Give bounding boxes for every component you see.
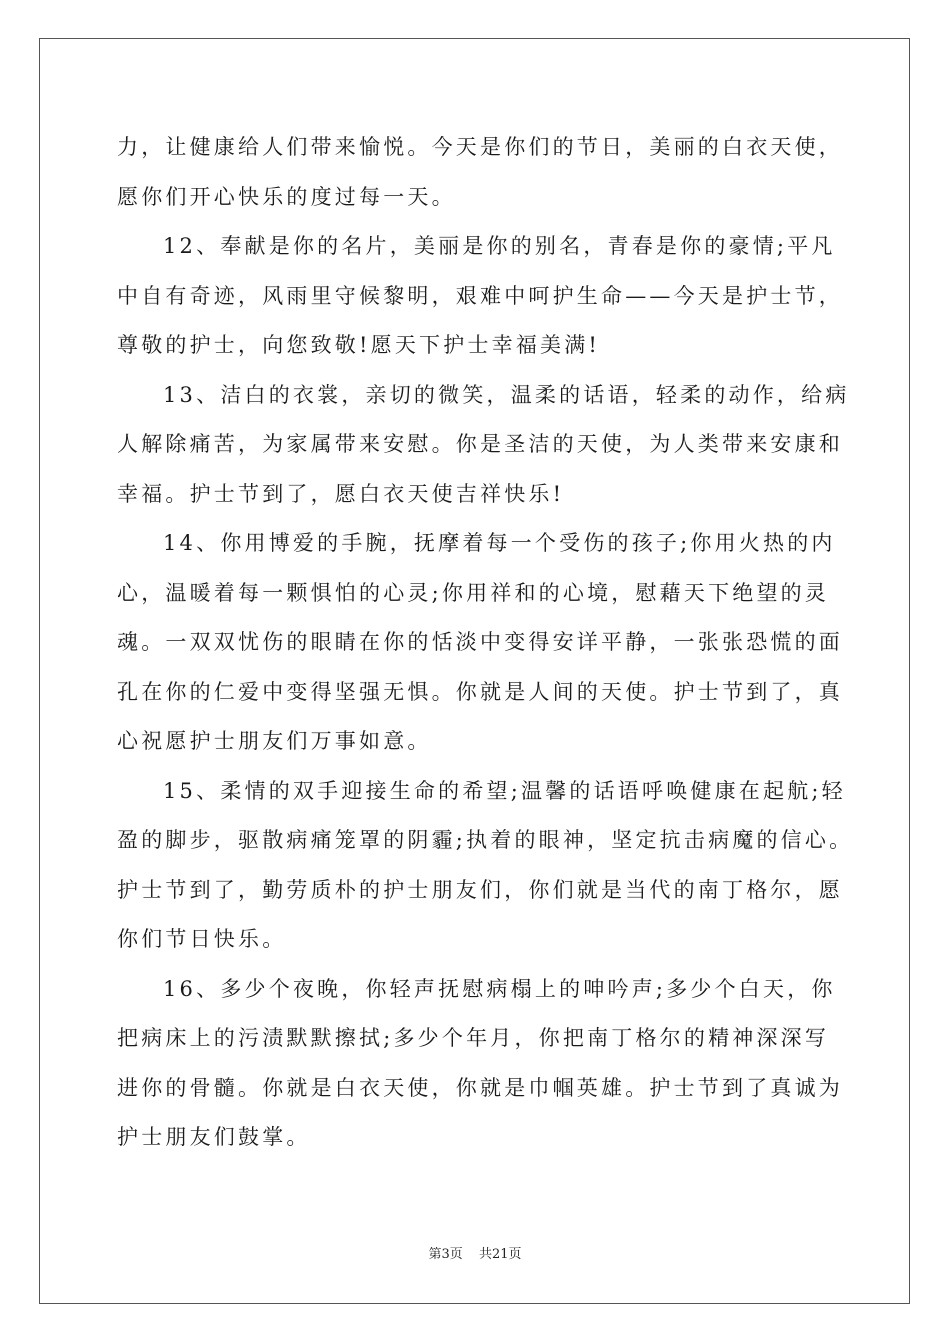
text-line: 心，温暖着每一颗惧怕的心灵;你用祥和的心境，慰藉天下绝望的灵 bbox=[117, 580, 830, 605]
text-line: 孔在你的仁爱中变得坚强无惧。你就是人间的天使。护士节到了，真 bbox=[117, 679, 843, 704]
text-line: 护士节到了，勤劳质朴的护士朋友们，你们就是当代的南丁格尔，愿 bbox=[117, 877, 843, 902]
page-number: 第3页 bbox=[428, 1247, 463, 1262]
text-line: 人解除痛苦，为家属带来安慰。你是圣洁的天使，为人类带来安康和 bbox=[117, 432, 843, 456]
text-line: 12、奉献是你的名片，美丽是你的别名，青春是你的豪情;平凡 bbox=[163, 234, 836, 258]
text-line: 你们节日快乐。 bbox=[117, 927, 287, 951]
page-total: 共21页 bbox=[478, 1247, 522, 1262]
text-line: 进你的骨髓。你就是白衣天使，你就是巾帼英雄。护士节到了真诚为 bbox=[117, 1075, 843, 1100]
text-line: 力，让健康给人们带来愉悦。今天是你们的节日，美丽的白衣天使， bbox=[117, 135, 843, 159]
text-line: 幸福。护士节到了，愿白衣天使吉祥快乐! bbox=[117, 481, 565, 506]
text-line: 魂。一双双忧伤的眼睛在你的恬淡中变得安详平静，一张张恐慌的面 bbox=[117, 630, 843, 654]
text-line: 心祝愿护士朋友们万事如意。 bbox=[117, 729, 432, 753]
text-line: 中自有奇迹，风雨里守候黎明，艰难中呵护生命——今天是护士节， bbox=[117, 283, 843, 308]
page-footer bbox=[0, 1243, 950, 1262]
text-line: 愿你们开心快乐的度过每一天。 bbox=[117, 184, 456, 209]
text-line: 尊敬的护士，向您致敬!愿天下护士幸福美满! bbox=[117, 333, 601, 357]
text-line: 15、柔情的双手迎接生命的希望;温馨的话语呼唤健康在起航;轻 bbox=[163, 778, 846, 803]
text-line: 14、你用博爱的手腕，抚摩着每一个受伤的孩子;你用火热的内 bbox=[163, 531, 836, 555]
text-line: 护士朋友们鼓掌。 bbox=[117, 1125, 311, 1149]
text-line: 13、洁白的衣裳，亲切的微笑，温柔的话语，轻柔的动作，给病 bbox=[163, 382, 850, 407]
text-line: 盈的脚步，驱散病痛笼罩的阴霾;执着的眼神，坚定抗击病魔的信心。 bbox=[117, 828, 854, 852]
text-line: 把病床上的污渍默默擦拭;多少个年月，你把南丁格尔的精神深深写 bbox=[117, 1026, 830, 1050]
text-line: 16、多少个夜晚，你轻声抚慰病榻上的呻吟声;多少个白天，你 bbox=[163, 976, 836, 1001]
document-body bbox=[117, 123, 854, 1163]
